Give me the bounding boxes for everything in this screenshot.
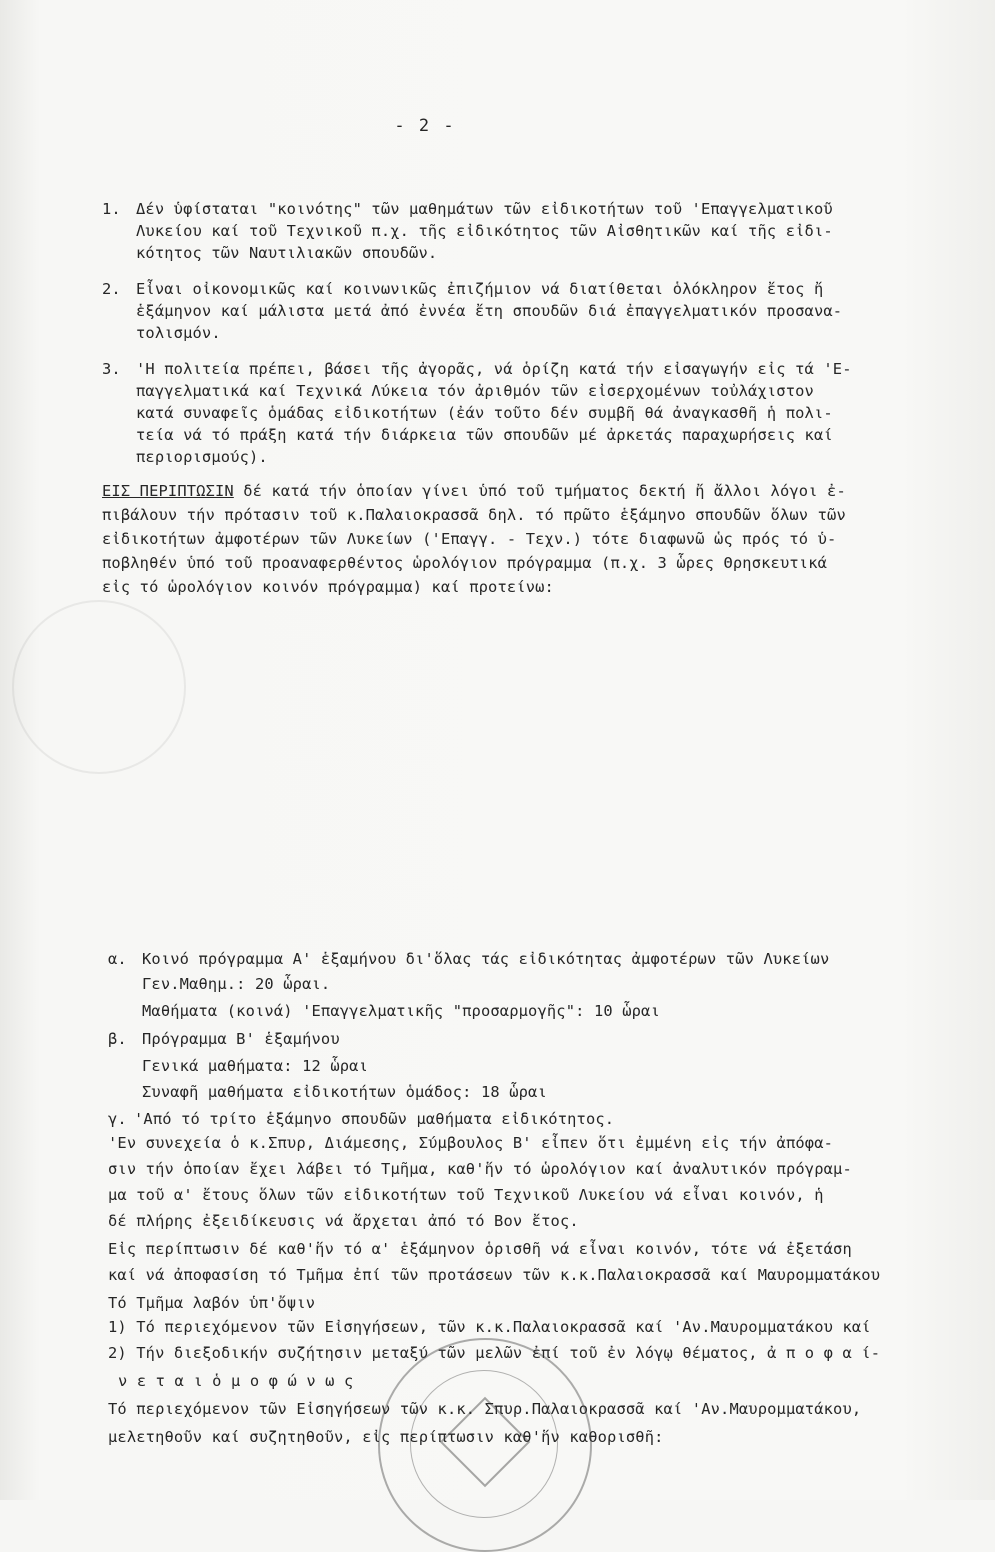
text-line: τεία νά τό πράξη κατά τήν διάρκεια τῶν σπουδῶν μέ ἀρκετάς παραχωρήσεις καί [136, 426, 833, 444]
item-number: 3. [102, 360, 121, 378]
spaced-text-line: ν ε τ α ι ὁ μ ο φ ώ ν ω ς [118, 1372, 354, 1390]
text-line: δέ κατά τήν ὁποίαν γίνει ὑπό τοῦ τμήματος δεκτή ἤ ἄλλοι λόγοι ἐ- [233, 482, 846, 500]
text-line: Πρόγραμμα Β' ἑξαμήνου [142, 1030, 340, 1048]
text-line: εἰς τό ὡρολόγιον κοινόν πρόγραμμα) καί προτείνω: [102, 578, 554, 596]
text-line: Γενικά μαθήματα: 12 ὧραι [142, 1057, 368, 1075]
official-stamp [378, 1338, 592, 1552]
text-line: ποβληθέν ὑπό τοῦ προαναφερθέντος ὡρολόγιον πρόγραμμα (π.χ. 3 ὧρες Θρησκευτικά [102, 554, 828, 572]
item-3-line-1 [102, 360, 852, 378]
letter-c-line [108, 1110, 614, 1128]
text-line: Κοινό πρόγραμμα Α' ἑξαμήνου δι'ὅλας τάς εἰδικότητας ἀμφοτέρων τῶν Λυκείων [142, 950, 830, 968]
letter-b-line [108, 1030, 340, 1048]
item-letter: β. [108, 1030, 127, 1048]
text-line: Εἶναι οἰκονομικῶς καί κοινωνικῶς ἐπιζήμιον νά διατίθεται ὁλόκληρον ἔτος ἤ [136, 280, 824, 298]
text-line: 'Από τό τρίτο ἑξάμηνο σπουδῶν μαθήματα εἰδικότητος. [134, 1110, 615, 1128]
item-number: 1. [102, 200, 121, 218]
letter-a-line [108, 950, 829, 968]
item-letter: α. [108, 950, 127, 968]
text-line: Συναφῆ μαθήματα εἰδικοτήτων ὁμάδος: 18 ὧραι [142, 1083, 547, 1101]
text-line: ἑξάμηνον καί μάλιστα μετά ἀπό ἐννέα ἔτη σπουδῶν διά ἐπαγγελματικόν προσανα- [136, 302, 843, 320]
text-line: 2) Τήν διεξοδικήν συζήτησιν μεταξύ τῶν μελῶν ἐπί τοῦ ἐν λόγῳ θέματος, ἀ π ο φ α ί- [108, 1344, 881, 1362]
heading-underlined: ΕΙΣ ΠΕΡΙΠΤΩΣΙΝ [102, 482, 234, 500]
paragraph-first-line [102, 482, 846, 500]
text-line: μελετηθοῦν καί συζητηθοῦν, εἰς περίπτωσιν καθ'ἥν καθορισθῆ: [108, 1428, 664, 1446]
page-number: - 2 - [394, 116, 456, 136]
text-line: καί νά ἀποφασίση τό Τμῆμα ἐπί τῶν προτάσεων τῶν κ.κ.Παλαιοκρασσᾶ καί Μαυρομματάκου [108, 1266, 881, 1284]
text-line: Τό Τμῆμα λαβόν ὑπ'ὄψιν [108, 1294, 316, 1312]
text-line: 'Η πολιτεία πρέπει, βάσει τῆς ἀγορᾶς, νά ὁρίζη κατά τήν εἰσαγωγήν εἰς τά 'Ε- [136, 360, 852, 378]
item-letter: γ. [108, 1110, 127, 1128]
item-2-line-1 [102, 280, 823, 298]
text-line: 1) Τό περιεχόμενον τῶν Εἰσηγήσεων, τῶν κ.κ.Παλαιοκρασσᾶ καί 'Αν.Μαυρομματάκου καί [108, 1318, 871, 1336]
text-line: πιβάλουν τήν πρότασιν τοῦ κ.Παλαιοκρασσᾶ δηλ. τό πρῶτο ἑξάμηνο σπουδῶν ὅλων τῶν [102, 506, 846, 524]
faint-stamp-mark [12, 600, 186, 774]
text-line: τολισμόν. [136, 324, 221, 342]
text-line: Τό περιεχόμενον τῶν Εἰσηγήσεων τῶν κ.κ. Σπυρ.Παλαιοκρασσᾶ καί 'Αν.Μαυρομματάκου, [108, 1400, 862, 1418]
text-line: Δέν ὑφίσταται "κοινότης" τῶν μαθημάτων τῶν εἰδικοτήτων τοῦ 'Επαγγελματικοῦ [136, 200, 833, 218]
text-line: παγγελματικά καί Τεχνικά Λύκεια τόν ἀριθμόν τῶν εἰσερχομένων τοὐλάχιστον [136, 382, 814, 400]
text-line: Μαθήματα (κοινά) 'Επαγγελματικῆς "προσαρμογῆς": 10 ὧραι [142, 1002, 660, 1020]
text-line: Εἰς περίπτωσιν δέ καθ'ἥν τό α' ἑξάμηνον ὁρισθῆ νά εἶναι κοινόν, τότε νά ἐξετάση [108, 1240, 852, 1258]
text-line: εἰδικοτήτων ἀμφοτέρων τῶν Λυκείων ('Επαγγ. - Τεχν.) τότε διαφωνῶ ὡς πρός τό ὑ- [102, 530, 837, 548]
text-line: σιν τήν ὁποίαν ἔχει λάβει τό Τμῆμα, καθ'ἥν τό ὡρολόγιον καί ἀναλυτικόν πρόγραμ- [108, 1160, 852, 1178]
text-line: Λυκείου καί τοῦ Τεχνικοῦ π.χ. τῆς εἰδικότητος τῶν Αἰσθητικῶν καί τῆς εἰδι- [136, 222, 833, 240]
text-line: δέ πλήρης ἐξειδίκευσις νά ἄρχεται ἀπό τό Βον ἔτος. [108, 1212, 579, 1230]
text-line: κατά συναφεῖς ὁμάδας εἰδικοτήτων (ἐάν τοῦτο δέν συμβῆ θά ἀναγκασθῆ ἡ πολι- [136, 404, 833, 422]
text-line: μα τοῦ α' ἔτους ὅλων τῶν εἰδικοτήτων τοῦ Τεχνικοῦ Λυκείου νά εἶναι κοινόν, ἡ [108, 1186, 824, 1204]
item-number: 2. [102, 280, 121, 298]
text-line: 'Εν συνεχεία ὁ κ.Σπυρ, Διάμεσης, Σύμβουλος Β' εἶπεν ὅτι ἐμμένη εἰς τήν ἀπόφα- [108, 1134, 834, 1152]
text-line: κότητος τῶν Ναυτιλιακῶν σπουδῶν. [136, 244, 438, 262]
text-line: Γεν.Μαθημ.: 20 ὧραι. [142, 975, 331, 993]
item-1-line-1 [102, 200, 833, 218]
text-line: περιορισμούς). [136, 448, 268, 466]
